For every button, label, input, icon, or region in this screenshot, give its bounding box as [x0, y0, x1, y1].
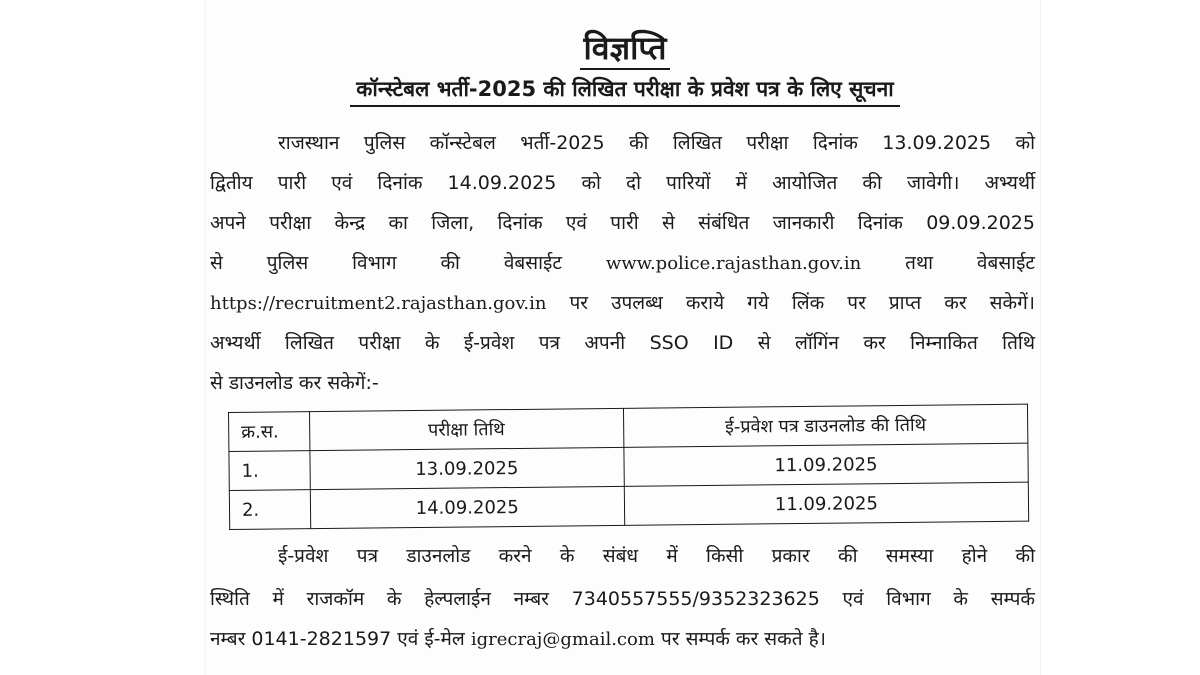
para1-line-5	[210, 284, 1035, 322]
police-website-link[interactable]: www.police.rajasthan.gov.in	[605, 253, 862, 274]
para1-line-3: अपने परीक्षा केन्द्र का जिला, दिनांक एवं पारी से संबंधित जानकारी दिनांक 09.09.2025	[210, 212, 1035, 234]
row-exam-date: 14.09.2025	[310, 486, 624, 528]
row-serial: 2.	[229, 490, 310, 530]
para2-line-2: स्थिति में राजकॉम के हेल्पलाईन नम्बर 7340557555/9352323625 एवं विभाग के सम्पर्क	[210, 588, 1035, 610]
notice-title	[210, 28, 1040, 70]
notice-subject-text: कॉन्स्टेबल भर्ती-2025 की लिखित परीक्षा के प्रवेश पत्र के लिए सूचना	[350, 74, 899, 107]
admit-card-schedule-table	[228, 404, 1029, 530]
para1-line-1: राजस्थान पुलिस कॉन्स्टेबल भर्ती-2025 की लिखित परीक्षा दिनांक 13.09.2025 को	[278, 132, 1035, 154]
header-serial: क्र.स.	[229, 412, 310, 452]
header-download-date: ई-प्रवेश पत्र डाउनलोड की तिथि	[623, 404, 1028, 447]
para2-line-3-tail: पर सम्पर्क कर सकते है।	[660, 628, 826, 650]
para1-line-6: अभ्यर्थी लिखित परीक्षा के ई-प्रवेश पत्र अपनी SSO ID से लॉगिंन कर निम्नाकित तिथि	[210, 332, 1035, 354]
para1-line-7: से डाउनलोड कर सकेगें:-	[210, 372, 379, 394]
para1-line-5-text: पर उपलब्ध कराये गये लिंक पर प्राप्त कर सकेगें।	[569, 292, 1035, 314]
para1-line-4-text: से पुलिस विभाग की वेबसाईट	[210, 252, 562, 274]
row-download-date: 11.09.2025	[624, 443, 1029, 486]
row-exam-date: 13.09.2025	[310, 447, 624, 489]
row-serial: 1.	[229, 451, 310, 491]
helpdesk-email-link[interactable]: igrecraj@gmail.com	[470, 629, 655, 650]
para1-line-2: द्वितीय पारी एवं दिनांक 14.09.2025 को दो पारियों में आयोजित की जावेगी। अभ्यर्थी	[210, 172, 1035, 194]
para1-line-4	[210, 244, 1035, 282]
table-row	[229, 482, 1028, 529]
notice-title-text: विज्ञप्ति	[580, 28, 671, 70]
para2-line-3-text: नम्बर 0141-2821597 एवं ई-मेल	[210, 628, 465, 650]
row-download-date: 11.09.2025	[624, 482, 1029, 525]
para1-line-4-tail: तथा वेबसाईट	[905, 252, 1036, 274]
para2-line-3	[210, 620, 1035, 658]
para2-line-1: ई-प्रवेश पत्र डाउनलोड करने के संबंध में किसी प्रकार की समस्या होने की	[278, 545, 1035, 567]
header-exam-date: परीक्षा तिथि	[309, 408, 623, 450]
recruitment-website-link[interactable]: https://recruitment2.rajasthan.gov.in	[210, 293, 547, 314]
notice-subject	[210, 74, 1040, 107]
